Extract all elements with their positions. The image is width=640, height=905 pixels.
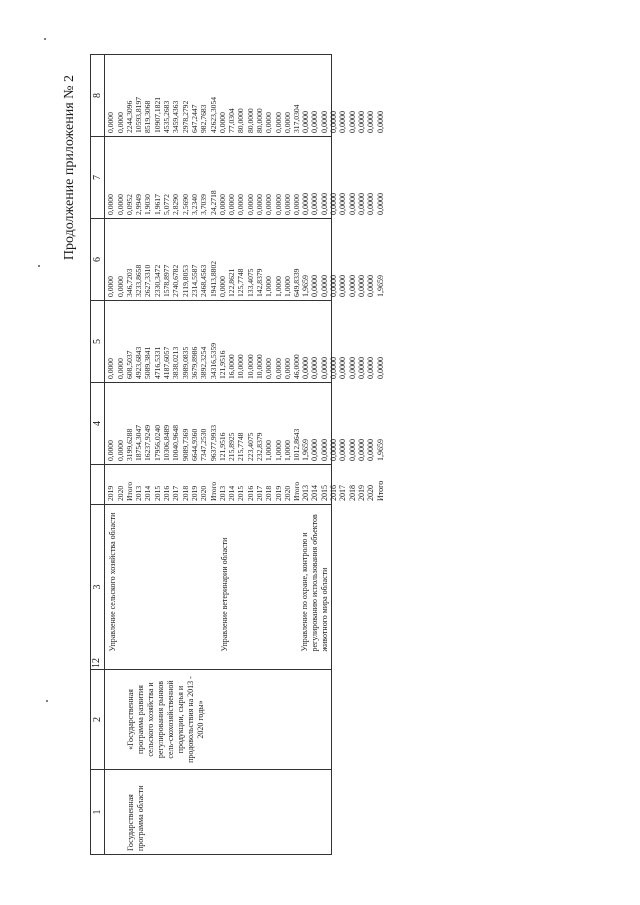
wildlife-c5-row [329, 304, 338, 379]
vet-c5-value: 0,0000 [282, 358, 292, 379]
agri-c6-value: 2627,3310 [143, 264, 153, 297]
wildlife-c4-row [329, 386, 338, 461]
vet-c5-value: 10,0000 [245, 354, 255, 379]
wildlife-c7-row [367, 140, 376, 215]
wildlife-c5-value: 0,0000 [319, 357, 329, 379]
scan-speck [38, 265, 40, 267]
wildlife-c5-value: 0,0000 [329, 357, 339, 379]
agri-c8-value: 0,0000 [106, 112, 116, 133]
vet-c5-value: 46,0000 [292, 354, 302, 379]
wildlife-c5-row [367, 304, 376, 379]
budget-table [90, 54, 385, 855]
agri-years-value: 2014 [143, 485, 153, 501]
vet-c4-value: 1012,8643 [292, 428, 302, 461]
wildlife-c5-row [339, 304, 348, 379]
vet-years-value: 2015 [236, 485, 246, 501]
vet-years-value: 2018 [264, 485, 274, 501]
wildlife-c8-row [348, 58, 357, 133]
agri-years-value: 2017 [171, 485, 181, 501]
agri-c4-value: 16237,9249 [143, 424, 153, 461]
vet-years-value: Итого [292, 481, 302, 501]
vet-c7-value: 0,0000 [255, 194, 265, 215]
wildlife-c8-value: 0,0000 [366, 111, 376, 133]
vet-c8-value: 0,0000 [264, 112, 274, 133]
wildlife-c6-value: 1,9659 [301, 275, 311, 297]
vet-c4-value: 1,0000 [273, 440, 283, 461]
agri-c7-value: 0,0952 [124, 194, 134, 215]
wildlife-c8-row [376, 58, 385, 133]
vet-c4-value: 1,0000 [282, 440, 292, 461]
vet-c8-value: 80,0000 [236, 108, 246, 133]
header-col-8: 8 [91, 55, 105, 137]
agri-c4-value: 7347,2530 [199, 428, 209, 461]
agri-c5-value: 3892,3254 [199, 346, 209, 379]
vet-c6-value: 125,7748 [236, 268, 246, 297]
wildlife-c7-row [339, 140, 348, 215]
agri-c7-value: 1,9617 [152, 194, 162, 215]
vet-c6-value: 1,0000 [273, 276, 283, 297]
wildlife-years-value: 2013 [301, 485, 311, 501]
wildlife-c8-value: 0,0000 [338, 111, 348, 133]
agri-c6-value: 1578,8977 [162, 264, 172, 297]
wildlife-c4-value: 0,0000 [310, 439, 320, 461]
agri-c4-value: 10040,9648 [171, 424, 181, 461]
wildlife-c7-value: 0,0000 [375, 193, 385, 215]
agri-c6-value: 0,0000 [106, 276, 116, 297]
wildlife-years-row [302, 468, 311, 501]
wildlife-years-value: 2020 [366, 485, 376, 501]
agri-c4-value: 3199,6288 [124, 428, 134, 461]
agri-c4-value: 96377,9933 [208, 424, 218, 461]
rotated-table-sheet [62, 55, 560, 855]
wildlife-block [301, 386, 385, 461]
agri-c5-value: 5089,3841 [143, 346, 153, 379]
wildlife-years-row [339, 468, 348, 501]
wildlife-c6-row [320, 222, 329, 297]
agri-c4-value: 17956,0240 [152, 424, 162, 461]
wildlife-c5-row [376, 304, 385, 379]
vet-c5-value: 121,9516 [217, 350, 227, 379]
wildlife-years-row [376, 468, 385, 501]
vet-years-value: 2019 [273, 485, 283, 501]
wildlife-c6-row [357, 222, 366, 297]
wildlife-c8-row [311, 58, 320, 133]
wildlife-c5-value: 0,0000 [366, 357, 376, 379]
agri-c5-value: 4187,6057 [162, 346, 172, 379]
agri-years-value: Итого [124, 481, 134, 501]
agri-c4-value: 0,0000 [115, 440, 125, 461]
agri-c7-value: 5,0772 [162, 194, 172, 215]
org-wildlife: Управление по охране, контролю и регулированию использования объектов животного мира области [300, 514, 330, 652]
header-col-4: 4 [91, 383, 105, 465]
agri-c8-value: 0,0000 [115, 112, 125, 133]
wildlife-c7-row [357, 140, 366, 215]
wildlife-c7-row [302, 140, 311, 215]
col-4 [105, 383, 385, 465]
vet-c7-value: 0,0000 [245, 194, 255, 215]
vet-c5-value: 0,0000 [264, 358, 274, 379]
wildlife-c7-row [311, 140, 320, 215]
agri-years-value: 2018 [180, 485, 190, 501]
wildlife-c6-value: 0,0000 [347, 275, 357, 297]
wildlife-c6-value: 0,0000 [329, 275, 339, 297]
wildlife-c6-row [302, 222, 311, 297]
wildlife-c5-row [302, 304, 311, 379]
agri-years-value: 2019 [189, 485, 199, 501]
scan-speck [44, 38, 46, 40]
vet-c8-value: 317,0304 [292, 104, 302, 133]
header-col-6: 6 [91, 219, 105, 301]
wildlife-c8-value: 0,0000 [347, 111, 357, 133]
header-col-3 [91, 505, 105, 670]
wildlife-c5-row [311, 304, 320, 379]
wildlife-c8-value: 0,0000 [375, 111, 385, 133]
vet-c8-value: 80,0000 [255, 108, 265, 133]
wildlife-block [301, 58, 385, 133]
wildlife-years-value: 2016 [329, 485, 339, 501]
wildlife-c5-row [348, 304, 357, 379]
agri-c7-value: 3,2340 [189, 194, 199, 215]
wildlife-c4-row [357, 386, 366, 461]
wildlife-c4-value: 0,0000 [319, 439, 329, 461]
agri-years-value: 2019 [106, 485, 116, 501]
agri-years-value: 2016 [162, 485, 172, 501]
program-type-cell [105, 770, 332, 855]
agri-c8-value: 10593,8197 [134, 96, 144, 133]
wildlife-c4-value: 1,9659 [375, 439, 385, 461]
wildlife-c4-row [302, 386, 311, 461]
wildlife-c6-row [339, 222, 348, 297]
agri-c8-value: 2978,2792 [180, 100, 190, 133]
vet-c7-value: 0,0000 [236, 194, 246, 215]
col-5 [105, 301, 385, 383]
agri-c5-value: 608,5037 [124, 350, 134, 379]
org-agri: Управление сельского хозяйства области [108, 512, 118, 652]
header-col-7: 7 [91, 137, 105, 219]
wildlife-c4-row [376, 386, 385, 461]
program-name-cell [105, 670, 332, 770]
wildlife-c5-row [357, 304, 366, 379]
wildlife-c6-row [329, 222, 338, 297]
vet-c4-value: 232,8379 [255, 432, 265, 461]
wildlife-c8-value: 0,0000 [310, 111, 320, 133]
program-name: «Государственная программа развития сельского хозяйства и регулирования рынков сель-скохозяйственной продукции, сырья и продовольствия на 2013 - 2020 годы» [126, 676, 206, 763]
vet-c6-value: 133,4075 [245, 268, 255, 297]
agri-years-value: Итого [208, 481, 218, 501]
header-col-3-number: 3 [92, 584, 103, 590]
vet-c5-value: 16,0000 [227, 354, 237, 379]
vet-c6-value: 0,0000 [217, 276, 227, 297]
agri-c7-value: 3,7039 [199, 194, 209, 215]
wildlife-c4-value: 0,0000 [366, 439, 376, 461]
org-vet: Управление ветеринарии области [220, 537, 230, 652]
vet-c7-value: 0,0000 [264, 194, 274, 215]
vet-c7-value: 0,0000 [227, 194, 237, 215]
vet-years-value: 2016 [245, 485, 255, 501]
column-12-marker: 12 [91, 658, 103, 668]
wildlife-c4-value: 0,0000 [329, 439, 339, 461]
vet-c4-value: 1,0000 [264, 440, 274, 461]
wildlife-block [301, 304, 385, 379]
agri-c7-value: 0,0000 [115, 194, 125, 215]
agri-c8-value: 647,2447 [189, 104, 199, 133]
agri-c6-value: 2330,3472 [152, 264, 162, 297]
vet-c7-value: 0,0000 [273, 194, 283, 215]
col-7 [105, 137, 385, 219]
program-type: Государственная программа области [126, 785, 146, 851]
organisation-cell [105, 505, 332, 655]
wildlife-c4-value: 0,0000 [347, 439, 357, 461]
vet-c8-value: 77,0304 [227, 108, 237, 133]
agri-c7-value: 2,8290 [171, 194, 181, 215]
agri-c7-value: 2,9949 [134, 194, 144, 215]
col-6 [105, 219, 385, 301]
wildlife-block [301, 140, 385, 215]
vet-c4-value: 223,4075 [245, 432, 255, 461]
wildlife-years-row [367, 468, 376, 501]
vet-c5-value: 0,0000 [273, 358, 283, 379]
vet-years-value: 2020 [282, 485, 292, 501]
vet-c6-value: 122,8621 [227, 268, 237, 297]
agri-c6-value: 2314,5587 [189, 264, 199, 297]
wildlife-years-value: Итого [375, 480, 385, 501]
wildlife-c4-row [320, 386, 329, 461]
wildlife-c5-value: 0,0000 [356, 357, 366, 379]
header-col-2: 2 [91, 670, 105, 770]
wildlife-c7-value: 0,0000 [356, 193, 366, 215]
wildlife-c4-row [339, 386, 348, 461]
scan-speck [46, 700, 48, 702]
wildlife-block [301, 222, 385, 297]
wildlife-c6-row [376, 222, 385, 297]
vet-c4-value: 121,9516 [217, 432, 227, 461]
agri-c6-value: 3233,8658 [134, 264, 144, 297]
wildlife-years-row [329, 468, 338, 501]
col-8 [105, 55, 385, 137]
agri-c6-value: 0,0000 [115, 276, 125, 297]
agri-c8-value: 3459,4363 [171, 100, 181, 133]
wildlife-c7-value: 0,0000 [301, 193, 311, 215]
wildlife-c7-value: 0,0000 [319, 193, 329, 215]
agri-c4-value: 10306,8489 [162, 424, 172, 461]
wildlife-c8-row [367, 58, 376, 133]
wildlife-c6-value: 0,0000 [356, 275, 366, 297]
agri-c8-value: 10907,1821 [152, 96, 162, 133]
wildlife-c4-value: 1,9659 [301, 439, 311, 461]
wildlife-c8-row [357, 58, 366, 133]
vet-c5-value: 10,0000 [236, 354, 246, 379]
agri-c6-value: 19413,8802 [208, 260, 218, 297]
vet-c7-value: 0,0000 [282, 194, 292, 215]
wildlife-c7-value: 0,0000 [310, 193, 320, 215]
wildlife-c5-value: 0,0000 [375, 357, 385, 379]
wildlife-years-value: 2014 [310, 485, 320, 501]
header-row [91, 55, 105, 855]
wildlife-years-value: 2019 [356, 485, 366, 501]
agri-c4-value: 0,0000 [106, 440, 116, 461]
wildlife-c6-row [311, 222, 320, 297]
agri-c6-value: 2119,8053 [180, 265, 190, 297]
wildlife-c8-value: 0,0000 [301, 111, 311, 133]
agri-c6-value: 346,7203 [124, 268, 134, 297]
wildlife-c6-row [367, 222, 376, 297]
wildlife-years-row [311, 468, 320, 501]
wildlife-c6-value: 0,0000 [310, 275, 320, 297]
agri-c8-value: 982,7683 [199, 104, 209, 133]
vet-c6-value: 649,8339 [292, 268, 302, 297]
agri-c4-value: 6644,9360 [189, 428, 199, 461]
vet-c4-value: 215,8925 [227, 432, 237, 461]
agri-years-value: 2020 [115, 485, 125, 501]
wildlife-c5-value: 0,0000 [338, 357, 348, 379]
table-body-row [105, 55, 332, 855]
wildlife-c4-value: 0,0000 [356, 439, 366, 461]
agri-c7-value: 0,0000 [106, 194, 116, 215]
agri-c8-value: 42623,3054 [208, 96, 218, 133]
wildlife-c8-row [329, 58, 338, 133]
wildlife-c6-value: 0,0000 [338, 275, 348, 297]
wildlife-c8-value: 0,0000 [356, 111, 366, 133]
header-col-1: 1 [91, 770, 105, 855]
wildlife-c8-row [302, 58, 311, 133]
wildlife-c7-value: 0,0000 [338, 193, 348, 215]
narrow-spacer-cell [91, 655, 332, 670]
wildlife-c8-value: 0,0000 [319, 111, 329, 133]
wildlife-c6-value: 0,0000 [366, 275, 376, 297]
vet-c8-value: 0,0000 [282, 112, 292, 133]
agri-c7-value: 24,2718 [208, 190, 218, 215]
vet-c4-value: 215,7748 [236, 432, 246, 461]
wildlife-c6-value: 0,0000 [319, 275, 329, 297]
wildlife-c8-row [339, 58, 348, 133]
agri-c5-value: 3679,8986 [189, 346, 199, 379]
agri-c5-value: 3989,0835 [180, 346, 190, 379]
agri-c6-value: 2468,4563 [199, 264, 209, 297]
vet-years-value: 2017 [255, 485, 265, 501]
wildlife-c7-row [348, 140, 357, 215]
wildlife-c7-row [376, 140, 385, 215]
wildlife-years-row [357, 468, 366, 501]
wildlife-years-value: 2015 [319, 485, 329, 501]
vet-c5-value: 10,0000 [255, 354, 265, 379]
page-caption: Продолжение приложения № 2 [62, 75, 77, 261]
vet-c6-value: 1,0000 [264, 276, 274, 297]
agri-c6-value: 2740,6782 [171, 264, 181, 297]
wildlife-c4-row [367, 386, 376, 461]
wildlife-years-row [320, 468, 329, 501]
wildlife-c5-value: 0,0000 [347, 357, 357, 379]
wildlife-c6-value: 1,9659 [375, 275, 385, 297]
year-col [105, 465, 385, 505]
vet-years-value: 2013 [217, 485, 227, 501]
wildlife-years-value: 2017 [338, 485, 348, 501]
wildlife-c7-value: 0,0000 [366, 193, 376, 215]
vet-years-value: 2014 [227, 485, 237, 501]
agri-c8-value: 2244,3096 [124, 100, 134, 133]
wildlife-c5-value: 0,0000 [310, 357, 320, 379]
agri-c5-value: 34316,5359 [208, 342, 218, 379]
wildlife-c4-row [348, 386, 357, 461]
agri-years-value: 2013 [134, 485, 144, 501]
wildlife-block [301, 468, 385, 501]
vet-c8-value: 0,0000 [217, 112, 227, 133]
vet-c8-value: 0,0000 [273, 112, 283, 133]
wildlife-c4-value: 0,0000 [338, 439, 348, 461]
agri-c4-value: 9089,7369 [180, 428, 190, 461]
wildlife-c5-row [320, 304, 329, 379]
agri-c5-value: 4716,5331 [152, 346, 162, 379]
agri-c5-value: 4923,6843 [134, 346, 144, 379]
agri-c7-value: 2,5690 [180, 194, 190, 215]
wildlife-c8-row [320, 58, 329, 133]
wildlife-c4-row [311, 386, 320, 461]
agri-c5-value: 0,0000 [106, 358, 116, 379]
agri-c4-value: 18754,3047 [134, 424, 144, 461]
agri-years-value: 2015 [152, 485, 162, 501]
wildlife-c7-value: 0,0000 [329, 193, 339, 215]
vet-c7-value: 0,0000 [292, 194, 302, 215]
agri-c8-value: 8519,3068 [143, 100, 153, 133]
vet-c6-value: 142,8379 [255, 268, 265, 297]
header-col-5: 5 [91, 301, 105, 383]
wildlife-c7-row [329, 140, 338, 215]
agri-years-value: 2020 [199, 485, 209, 501]
vet-c7-value: 0,0000 [217, 194, 227, 215]
wildlife-years-value: 2018 [347, 485, 357, 501]
vet-c8-value: 80,0000 [245, 108, 255, 133]
wildlife-c5-value: 0,0000 [301, 357, 311, 379]
agri-c7-value: 1,9030 [143, 194, 153, 215]
agri-c5-value: 0,0000 [115, 358, 125, 379]
wildlife-c7-value: 0,0000 [347, 193, 357, 215]
wildlife-c8-value: 0,0000 [329, 111, 339, 133]
agri-c8-value: 4535,2683 [162, 100, 172, 133]
header-col-year [91, 465, 105, 505]
wildlife-years-row [348, 468, 357, 501]
wildlife-c7-row [320, 140, 329, 215]
wildlife-c6-row [348, 222, 357, 297]
vet-c6-value: 1,0000 [282, 276, 292, 297]
agri-c5-value: 3838,0213 [171, 346, 181, 379]
